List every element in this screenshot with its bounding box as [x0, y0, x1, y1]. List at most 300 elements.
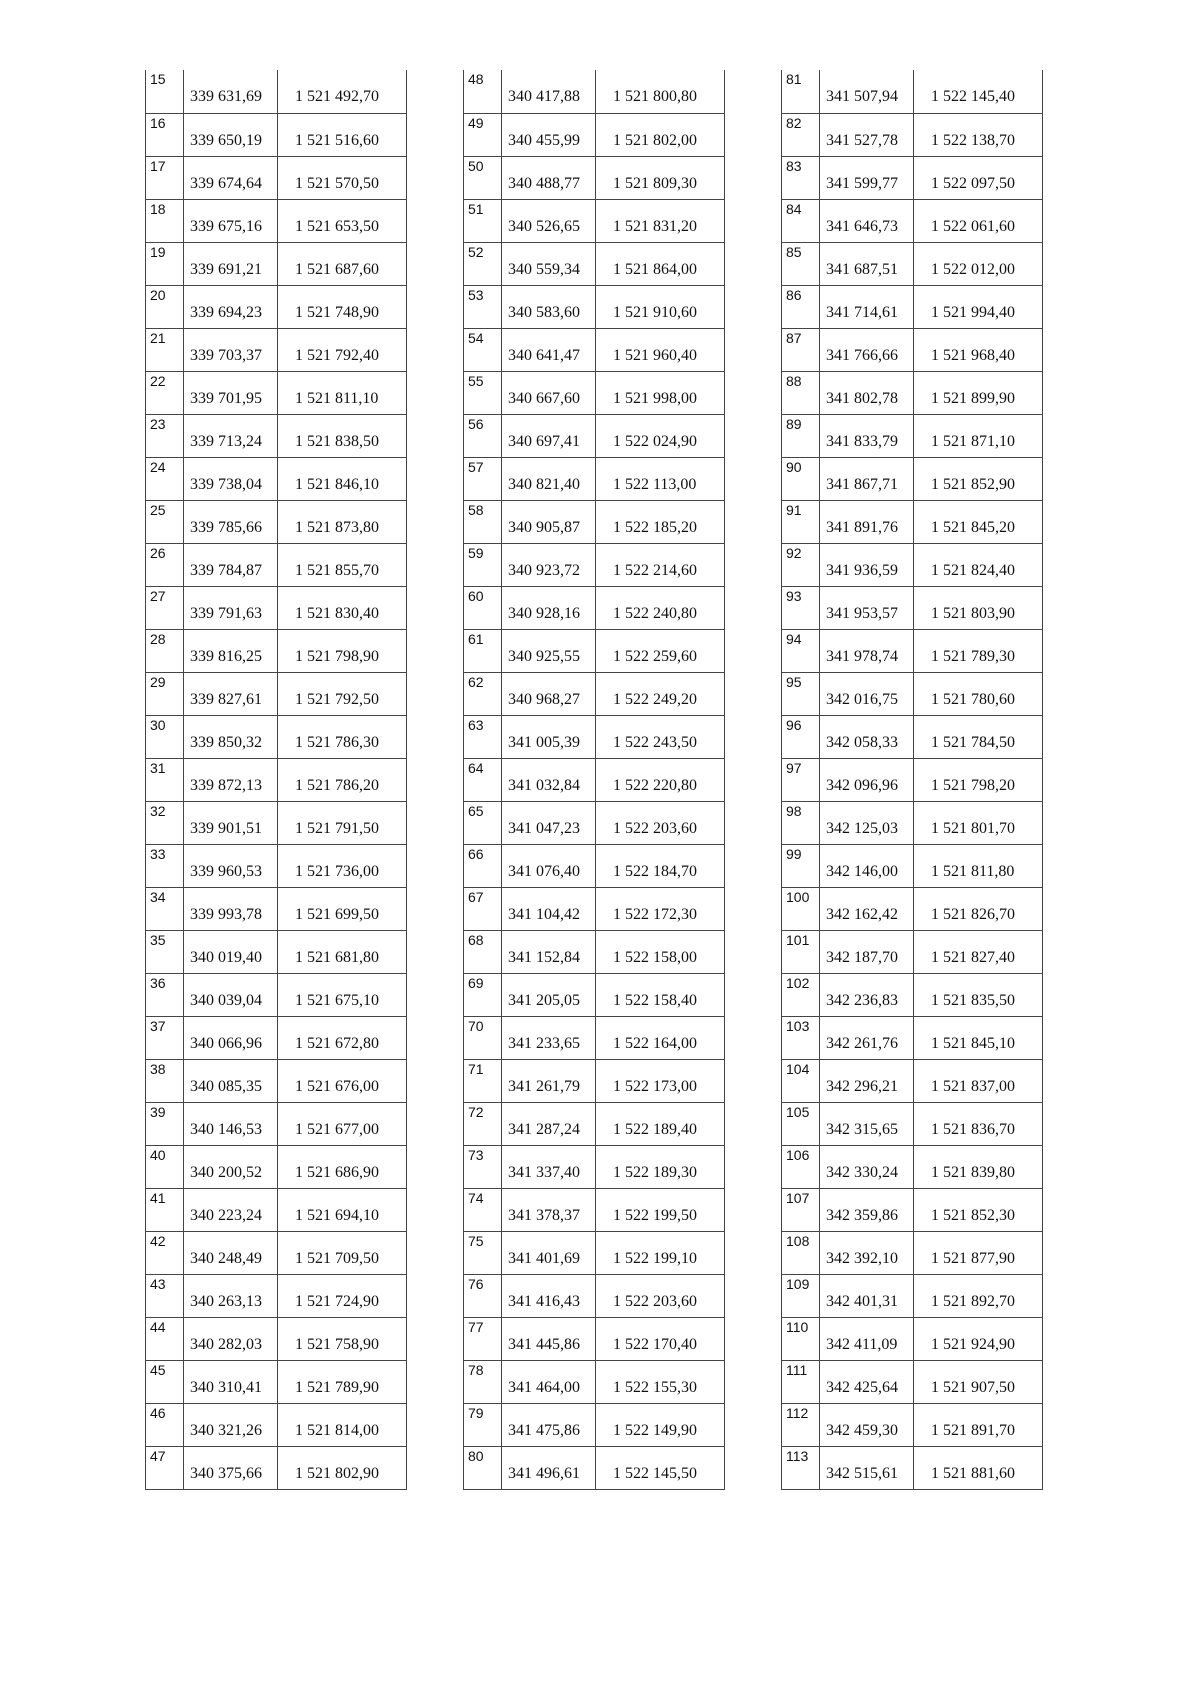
coordinate-x: 342 330,24: [820, 1145, 914, 1188]
coordinate-x: 339 631,69: [184, 70, 278, 113]
table-row: [146, 500, 407, 543]
table-row: [464, 1403, 725, 1446]
coordinate-x: 339 675,16: [184, 199, 278, 242]
coordinate-x: 340 925,55: [502, 629, 596, 672]
point-number: 86: [782, 285, 820, 328]
coordinate-y: 1 521 836,70: [914, 1102, 1043, 1145]
point-number: 105: [782, 1102, 820, 1145]
table-row: [146, 242, 407, 285]
point-number: 75: [464, 1231, 502, 1274]
coordinate-x: 342 401,31: [820, 1274, 914, 1317]
coordinate-y: 1 521 803,90: [914, 586, 1043, 629]
coordinate-x: 342 411,09: [820, 1317, 914, 1360]
table-row: [146, 371, 407, 414]
coordinate-x: 341 416,43: [502, 1274, 596, 1317]
coordinate-x: 341 005,39: [502, 715, 596, 758]
coordinate-y: 1 521 910,60: [596, 285, 725, 328]
coordinate-y: 1 521 846,10: [278, 457, 407, 500]
point-number: 51: [464, 199, 502, 242]
coordinate-y: 1 521 675,10: [278, 973, 407, 1016]
point-number: 32: [146, 801, 184, 844]
coordinate-y: 1 522 164,00: [596, 1016, 725, 1059]
coordinate-y: 1 521 798,20: [914, 758, 1043, 801]
coordinate-x: 339 816,25: [184, 629, 278, 672]
table-row: [782, 1102, 1043, 1145]
coordinate-x: 340 321,26: [184, 1403, 278, 1446]
coordinate-x: 341 076,40: [502, 844, 596, 887]
table-row: [146, 758, 407, 801]
table-row: [146, 285, 407, 328]
point-number: 91: [782, 500, 820, 543]
coordinate-x: 341 287,24: [502, 1102, 596, 1145]
point-number: 57: [464, 457, 502, 500]
table-row: [782, 414, 1043, 457]
coordinate-x: 341 527,78: [820, 113, 914, 156]
coordinate-y: 1 521 864,00: [596, 242, 725, 285]
table-row: [464, 844, 725, 887]
point-number: 41: [146, 1188, 184, 1231]
coordinate-x: 341 646,73: [820, 199, 914, 242]
table-row: [782, 1059, 1043, 1102]
table-row: [146, 113, 407, 156]
table-row: [146, 1403, 407, 1446]
point-number: 104: [782, 1059, 820, 1102]
coordinate-x: 341 833,79: [820, 414, 914, 457]
table-row: [782, 801, 1043, 844]
coordinate-y: 1 522 012,00: [914, 242, 1043, 285]
table-row: [782, 887, 1043, 930]
coordinate-y: 1 521 826,70: [914, 887, 1043, 930]
point-number: 53: [464, 285, 502, 328]
table-row: [782, 973, 1043, 1016]
coordinate-y: 1 521 748,90: [278, 285, 407, 328]
coordinate-y: 1 522 199,10: [596, 1231, 725, 1274]
coordinate-x: 339 784,87: [184, 543, 278, 586]
table-row: [782, 285, 1043, 328]
table-row: [146, 973, 407, 1016]
point-number: 47: [146, 1446, 184, 1489]
point-number: 76: [464, 1274, 502, 1317]
point-number: 78: [464, 1360, 502, 1403]
point-number: 52: [464, 242, 502, 285]
coordinate-x: 340 146,53: [184, 1102, 278, 1145]
table-row: [464, 973, 725, 1016]
coordinate-y: 1 522 145,40: [914, 70, 1043, 113]
coordinate-x: 340 200,52: [184, 1145, 278, 1188]
coordinate-x: 341 978,74: [820, 629, 914, 672]
point-number: 84: [782, 199, 820, 242]
point-number: 35: [146, 930, 184, 973]
coordinate-x: 342 296,21: [820, 1059, 914, 1102]
coordinate-x: 341 401,69: [502, 1231, 596, 1274]
coordinate-x: 341 867,71: [820, 457, 914, 500]
coordinate-y: 1 522 158,40: [596, 973, 725, 1016]
coordinate-y: 1 521 852,30: [914, 1188, 1043, 1231]
coordinate-y: 1 521 516,60: [278, 113, 407, 156]
table-row: [146, 457, 407, 500]
coordinate-x: 340 583,60: [502, 285, 596, 328]
point-number: 22: [146, 371, 184, 414]
coordinate-x: 339 901,51: [184, 801, 278, 844]
point-number: 26: [146, 543, 184, 586]
table-row: [464, 285, 725, 328]
point-number: 107: [782, 1188, 820, 1231]
coordinate-x: 341 337,40: [502, 1145, 596, 1188]
point-number: 93: [782, 586, 820, 629]
table-row: [782, 1188, 1043, 1231]
table-row: [464, 543, 725, 586]
coordinate-y: 1 521 907,50: [914, 1360, 1043, 1403]
coordinate-y: 1 521 786,30: [278, 715, 407, 758]
coordinate-x: 340 928,16: [502, 586, 596, 629]
point-number: 17: [146, 156, 184, 199]
coordinate-x: 342 058,33: [820, 715, 914, 758]
coordinate-x: 339 738,04: [184, 457, 278, 500]
coordinate-x: 341 464,00: [502, 1360, 596, 1403]
coordinate-table-body: [146, 70, 407, 1489]
coordinate-table-2: [463, 70, 725, 1490]
point-number: 67: [464, 887, 502, 930]
coordinate-x: 342 016,75: [820, 672, 914, 715]
coordinate-x: 342 162,42: [820, 887, 914, 930]
point-number: 66: [464, 844, 502, 887]
coordinate-x: 339 701,95: [184, 371, 278, 414]
coordinate-x: 342 515,61: [820, 1446, 914, 1489]
point-number: 31: [146, 758, 184, 801]
coordinate-y: 1 521 839,80: [914, 1145, 1043, 1188]
coordinate-table-body: [464, 70, 725, 1489]
coordinate-y: 1 521 802,00: [596, 113, 725, 156]
table-row: [146, 414, 407, 457]
point-number: 38: [146, 1059, 184, 1102]
coordinate-y: 1 522 184,70: [596, 844, 725, 887]
coordinate-y: 1 521 899,90: [914, 371, 1043, 414]
point-number: 100: [782, 887, 820, 930]
table-row: [146, 1274, 407, 1317]
coordinate-x: 340 310,41: [184, 1360, 278, 1403]
table-row: [782, 1016, 1043, 1059]
coordinate-y: 1 521 814,00: [278, 1403, 407, 1446]
coordinate-x: 342 261,76: [820, 1016, 914, 1059]
coordinate-x: 340 697,41: [502, 414, 596, 457]
coordinate-y: 1 521 801,70: [914, 801, 1043, 844]
coordinate-x: 340 282,03: [184, 1317, 278, 1360]
table-row: [782, 715, 1043, 758]
coordinate-y: 1 521 492,70: [278, 70, 407, 113]
point-number: 103: [782, 1016, 820, 1059]
coordinate-x: 341 891,76: [820, 500, 914, 543]
coordinate-y: 1 522 259,60: [596, 629, 725, 672]
point-number: 69: [464, 973, 502, 1016]
table-row: [464, 1360, 725, 1403]
coordinate-x: 339 827,61: [184, 672, 278, 715]
coordinate-y: 1 522 240,80: [596, 586, 725, 629]
point-number: 45: [146, 1360, 184, 1403]
table-row: [782, 930, 1043, 973]
coordinate-y: 1 522 185,20: [596, 500, 725, 543]
point-number: 74: [464, 1188, 502, 1231]
point-number: 34: [146, 887, 184, 930]
point-number: 55: [464, 371, 502, 414]
coordinate-x: 342 096,96: [820, 758, 914, 801]
table-row: [782, 586, 1043, 629]
table-row: [464, 1145, 725, 1188]
point-number: 112: [782, 1403, 820, 1446]
table-row: [464, 887, 725, 930]
coordinate-y: 1 521 811,80: [914, 844, 1043, 887]
table-row: [464, 758, 725, 801]
coordinate-y: 1 522 214,60: [596, 543, 725, 586]
point-number: 92: [782, 543, 820, 586]
point-number: 27: [146, 586, 184, 629]
table-row: [464, 1274, 725, 1317]
point-number: 43: [146, 1274, 184, 1317]
point-number: 106: [782, 1145, 820, 1188]
coordinate-y: 1 521 827,40: [914, 930, 1043, 973]
coordinate-y: 1 521 791,50: [278, 801, 407, 844]
point-number: 40: [146, 1145, 184, 1188]
coordinate-x: 339 850,32: [184, 715, 278, 758]
coordinate-x: 339 872,13: [184, 758, 278, 801]
table-row: [782, 1403, 1043, 1446]
coordinate-y: 1 521 835,50: [914, 973, 1043, 1016]
coordinate-y: 1 522 189,40: [596, 1102, 725, 1145]
table-row: [464, 156, 725, 199]
coordinate-x: 342 459,30: [820, 1403, 914, 1446]
table-row: [464, 113, 725, 156]
coordinate-x: 340 641,47: [502, 328, 596, 371]
coordinate-y: 1 521 891,70: [914, 1403, 1043, 1446]
coordinate-y: 1 521 736,00: [278, 844, 407, 887]
point-number: 101: [782, 930, 820, 973]
point-number: 49: [464, 113, 502, 156]
coordinate-y: 1 521 786,20: [278, 758, 407, 801]
point-number: 79: [464, 1403, 502, 1446]
point-number: 48: [464, 70, 502, 113]
table-row: [464, 1102, 725, 1145]
coordinate-x: 339 993,78: [184, 887, 278, 930]
table-row: [464, 672, 725, 715]
coordinate-x: 339 791,63: [184, 586, 278, 629]
coordinate-x: 341 802,78: [820, 371, 914, 414]
coordinate-y: 1 521 672,80: [278, 1016, 407, 1059]
point-number: 62: [464, 672, 502, 715]
coordinate-x: 341 766,66: [820, 328, 914, 371]
coordinate-y: 1 521 852,90: [914, 457, 1043, 500]
point-number: 90: [782, 457, 820, 500]
table-row: [146, 1231, 407, 1274]
coordinate-y: 1 522 199,50: [596, 1188, 725, 1231]
table-row: [146, 801, 407, 844]
table-row: [782, 758, 1043, 801]
coordinate-x: 341 507,94: [820, 70, 914, 113]
coordinate-y: 1 521 873,80: [278, 500, 407, 543]
table-row: [464, 414, 725, 457]
coordinate-x: 340 085,35: [184, 1059, 278, 1102]
point-number: 109: [782, 1274, 820, 1317]
coordinate-y: 1 521 687,60: [278, 242, 407, 285]
coordinate-y: 1 521 802,90: [278, 1446, 407, 1489]
table-row: [146, 1317, 407, 1360]
coordinate-y: 1 521 694,10: [278, 1188, 407, 1231]
point-number: 56: [464, 414, 502, 457]
table-row: [146, 1188, 407, 1231]
coordinate-x: 340 066,96: [184, 1016, 278, 1059]
point-number: 97: [782, 758, 820, 801]
point-number: 64: [464, 758, 502, 801]
table-row: [464, 70, 725, 113]
table-row: [146, 543, 407, 586]
table-row: [782, 113, 1043, 156]
point-number: 72: [464, 1102, 502, 1145]
coordinate-x: 340 488,77: [502, 156, 596, 199]
table-row: [146, 328, 407, 371]
coordinate-y: 1 521 998,00: [596, 371, 725, 414]
coordinate-x: 342 236,83: [820, 973, 914, 1016]
coordinate-x: 341 152,84: [502, 930, 596, 973]
point-number: 71: [464, 1059, 502, 1102]
table-row: [464, 715, 725, 758]
point-number: 20: [146, 285, 184, 328]
point-number: 44: [146, 1317, 184, 1360]
coordinate-x: 340 905,87: [502, 500, 596, 543]
point-number: 102: [782, 973, 820, 1016]
coordinate-x: 341 261,79: [502, 1059, 596, 1102]
coordinate-x: 340 667,60: [502, 371, 596, 414]
point-number: 110: [782, 1317, 820, 1360]
coordinate-x: 341 475,86: [502, 1403, 596, 1446]
coordinate-y: 1 521 809,30: [596, 156, 725, 199]
table-row: [464, 1188, 725, 1231]
table-row: [464, 328, 725, 371]
coordinate-x: 340 039,04: [184, 973, 278, 1016]
coordinate-y: 1 521 924,90: [914, 1317, 1043, 1360]
point-number: 88: [782, 371, 820, 414]
coordinate-y: 1 522 203,60: [596, 801, 725, 844]
coordinate-y: 1 522 243,50: [596, 715, 725, 758]
table-row: [464, 1231, 725, 1274]
coordinate-x: 340 526,65: [502, 199, 596, 242]
coordinate-x: 339 674,64: [184, 156, 278, 199]
point-number: 95: [782, 672, 820, 715]
point-number: 111: [782, 1360, 820, 1403]
table-row: [464, 629, 725, 672]
table-row: [782, 156, 1043, 199]
table-row: [464, 199, 725, 242]
coordinate-x: 339 785,66: [184, 500, 278, 543]
coordinate-y: 1 522 158,00: [596, 930, 725, 973]
coordinate-x: 342 359,86: [820, 1188, 914, 1231]
table-row: [782, 1446, 1043, 1489]
table-row: [464, 457, 725, 500]
coordinate-x: 341 032,84: [502, 758, 596, 801]
coordinate-y: 1 521 676,00: [278, 1059, 407, 1102]
coordinate-y: 1 522 138,70: [914, 113, 1043, 156]
coordinate-x: 342 146,00: [820, 844, 914, 887]
table-row: [146, 844, 407, 887]
point-number: 77: [464, 1317, 502, 1360]
coordinate-x: 339 650,19: [184, 113, 278, 156]
coordinate-table-3: [781, 70, 1043, 1490]
table-row: [146, 887, 407, 930]
point-number: 81: [782, 70, 820, 113]
table-row: [146, 930, 407, 973]
coordinate-y: 1 521 845,10: [914, 1016, 1043, 1059]
table-row: [782, 500, 1043, 543]
coordinate-x: 342 125,03: [820, 801, 914, 844]
coordinate-x: 342 425,64: [820, 1360, 914, 1403]
point-number: 15: [146, 70, 184, 113]
coordinate-y: 1 522 097,50: [914, 156, 1043, 199]
table-row: [782, 543, 1043, 586]
coordinate-y: 1 521 824,40: [914, 543, 1043, 586]
point-number: 99: [782, 844, 820, 887]
table-row: [782, 1317, 1043, 1360]
point-number: 24: [146, 457, 184, 500]
coordinate-y: 1 522 155,30: [596, 1360, 725, 1403]
coordinate-y: 1 521 838,50: [278, 414, 407, 457]
table-row: [782, 844, 1043, 887]
coordinate-y: 1 521 792,40: [278, 328, 407, 371]
coordinate-y: 1 521 789,90: [278, 1360, 407, 1403]
point-number: 42: [146, 1231, 184, 1274]
table-row: [146, 629, 407, 672]
point-number: 59: [464, 543, 502, 586]
coordinate-y: 1 522 170,40: [596, 1317, 725, 1360]
point-number: 61: [464, 629, 502, 672]
coordinate-x: 341 205,05: [502, 973, 596, 1016]
table-row: [782, 371, 1043, 414]
coordinate-table-1: [145, 70, 407, 1490]
point-number: 63: [464, 715, 502, 758]
table-row: [464, 242, 725, 285]
coordinate-x: 341 936,59: [820, 543, 914, 586]
point-number: 58: [464, 500, 502, 543]
point-number: 82: [782, 113, 820, 156]
table-row: [464, 1317, 725, 1360]
coordinate-y: 1 521 800,80: [596, 70, 725, 113]
point-number: 80: [464, 1446, 502, 1489]
point-number: 36: [146, 973, 184, 1016]
coordinate-x: 341 378,37: [502, 1188, 596, 1231]
coordinate-y: 1 521 686,90: [278, 1145, 407, 1188]
coordinate-x: 342 315,65: [820, 1102, 914, 1145]
table-row: [782, 328, 1043, 371]
point-number: 19: [146, 242, 184, 285]
table-row: [146, 1016, 407, 1059]
table-row: [146, 1446, 407, 1489]
coordinate-x: 341 233,65: [502, 1016, 596, 1059]
coordinate-x: 340 223,24: [184, 1188, 278, 1231]
point-number: 108: [782, 1231, 820, 1274]
table-row: [782, 70, 1043, 113]
table-row: [782, 629, 1043, 672]
coordinate-y: 1 521 811,10: [278, 371, 407, 414]
table-row: [782, 199, 1043, 242]
coordinate-x: 340 923,72: [502, 543, 596, 586]
coordinate-x: 339 694,23: [184, 285, 278, 328]
table-row: [464, 1016, 725, 1059]
table-row: [782, 1231, 1043, 1274]
point-number: 96: [782, 715, 820, 758]
coordinate-x: 340 248,49: [184, 1231, 278, 1274]
coordinate-y: 1 521 845,20: [914, 500, 1043, 543]
coordinate-y: 1 521 855,70: [278, 543, 407, 586]
table-row: [146, 70, 407, 113]
coordinate-y: 1 522 189,30: [596, 1145, 725, 1188]
coordinate-y: 1 521 877,90: [914, 1231, 1043, 1274]
table-row: [782, 1360, 1043, 1403]
